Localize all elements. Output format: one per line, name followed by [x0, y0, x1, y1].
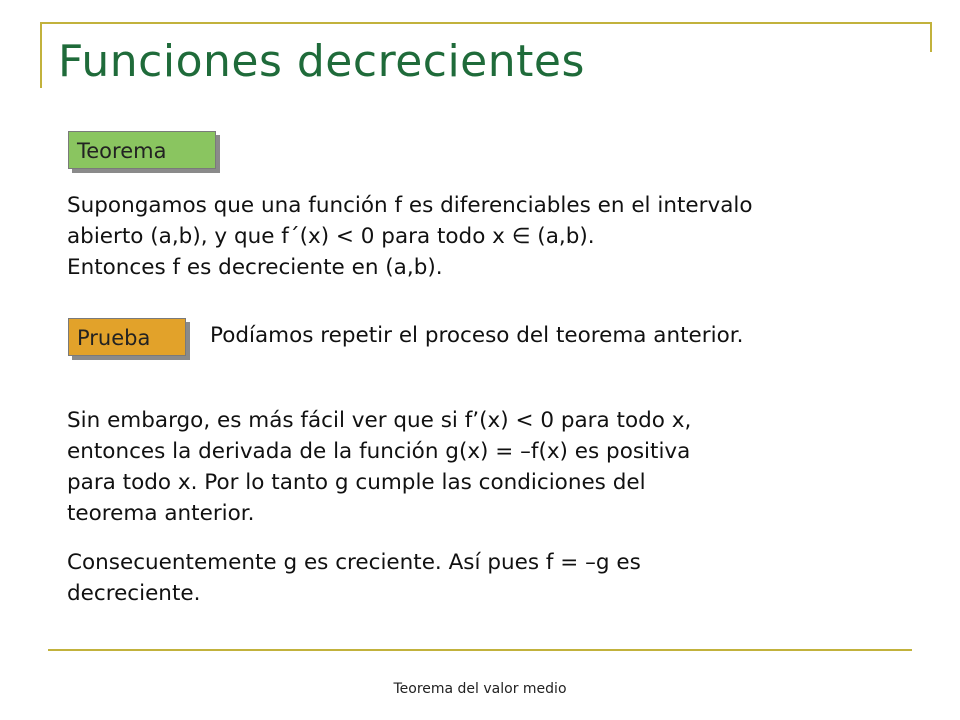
frame-right-rule	[930, 22, 932, 52]
conclusion-line: decreciente.	[67, 581, 201, 606]
proof-body-line: teorema anterior.	[67, 501, 255, 526]
theorem-text	[67, 190, 753, 283]
conclusion-line: Consecuentemente g es creciente. Así pues f = –g es	[67, 550, 641, 575]
theorem-line: Entonces f es decreciente en (a,b).	[67, 255, 443, 280]
conclusion-text	[67, 547, 641, 609]
theorem-line: Supongamos que una función f es diferenciables en el intervalo	[67, 193, 753, 218]
proof-badge: Prueba	[68, 318, 186, 356]
proof-body-line: Sin embargo, es más fácil ver que si f’(x) < 0 para todo x,	[67, 408, 692, 433]
proof-body-line: para todo x. Por lo tanto g cumple las condiciones del	[67, 470, 646, 495]
footer-text: Teorema del valor medio	[393, 681, 567, 697]
proof-body	[67, 405, 691, 529]
footer-rule	[48, 649, 912, 651]
frame-left-rule	[40, 22, 42, 88]
proof-body-line: entonces la derivada de la función g(x) = –f(x) es positiva	[67, 439, 691, 464]
page-title: Funciones decrecientes	[58, 36, 585, 87]
theorem-line: abierto (a,b), y que f´(x) < 0 para todo x ∈ (a,b).	[67, 224, 595, 249]
theorem-badge: Teorema	[68, 131, 216, 169]
proof-text: Podíamos repetir el proceso del teorema anterior.	[210, 323, 744, 348]
frame-top-rule	[40, 22, 932, 24]
